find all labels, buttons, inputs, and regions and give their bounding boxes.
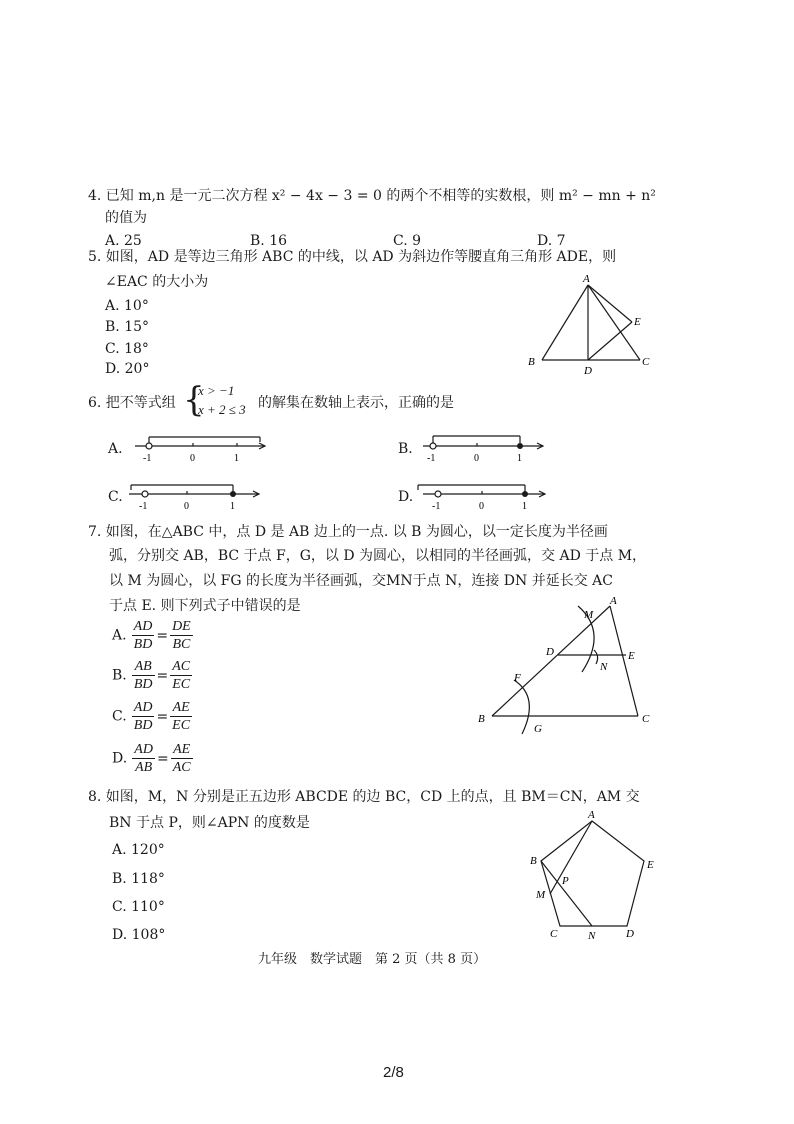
eq-sign: = [156, 627, 169, 644]
eq-sign: = [156, 708, 169, 725]
page-footer: 九年级 数学试题 第 2 页（共 8 页） [258, 952, 487, 967]
q8-label-p: P [562, 875, 569, 887]
q4-option-c: C. 9 [393, 233, 422, 249]
q8-label-a: A [588, 809, 595, 821]
q5-option-d: D. 20° [105, 361, 150, 377]
q6a-label-0: 0 [190, 453, 195, 464]
q7-option-b-label: B. [112, 667, 127, 684]
q8-option-c: C. 110° [112, 899, 165, 915]
q8-label-m: M [536, 889, 546, 901]
q7-label-d: D [546, 646, 554, 658]
q4-option-a: A. 25 [105, 233, 142, 249]
frac-den: BD [133, 718, 153, 733]
q8-stem-line1: 8. 如图，M，N 分别是正五边形 ABCDE 的边 BC，CD 上的点，且 BM＝CN，AM 交 [88, 789, 640, 805]
q6-system-line1: x > −1 [198, 383, 235, 398]
q7-option-b-frac1 [132, 658, 155, 693]
q8-stem-line2: BN 于点 P，则∠APN 的度数是 [109, 815, 310, 831]
q4-stem-line1: 4. 已知 m,n 是一元二次方程 x² − 4x − 3 = 0 的两个不相等的实数根，则 m² − mn + n² [88, 188, 656, 204]
q5-label-b: B [528, 356, 535, 368]
frac-num: AE [171, 741, 193, 759]
q8-figure [522, 806, 672, 942]
q5-line-ab [542, 285, 588, 360]
q7-line2: 弧，分别交 AB，BC 于点 F，G，以 D 为圆心，以相同的半径画弧，交 AD 于点 M， [109, 548, 647, 564]
q8-line-bn [541, 861, 592, 926]
q5-option-b: B. 15° [105, 319, 150, 335]
q6-brace: { [183, 380, 205, 420]
q7-option-b-frac2 [170, 658, 192, 693]
q6d-closed-point [522, 491, 528, 497]
q7-label-g: G [534, 723, 542, 735]
q6-option-b-label: B. [398, 441, 413, 457]
frac-den: AC [172, 760, 191, 775]
q6-system-line2: x + 2 ≤ 3 [198, 402, 246, 417]
q7-arc-n [594, 650, 598, 664]
q7-option-c [112, 699, 192, 734]
q5-option-a: A. 10° [105, 298, 149, 314]
q5-line-de [588, 322, 632, 360]
q6-option-c-label: C. [108, 489, 123, 505]
q7-label-c: C [642, 713, 650, 725]
q4-option-b: B. 16 [250, 233, 288, 249]
page-indicator: 2/8 [383, 1064, 404, 1081]
q5-figure [520, 270, 660, 380]
eq-sign: = [156, 750, 169, 767]
frac-num: AD [134, 742, 153, 757]
q6d-label-neg1: -1 [432, 501, 441, 512]
q7-option-d-frac2 [171, 741, 193, 776]
q6-number-line-d [415, 478, 565, 514]
frac-den: EC [172, 718, 191, 733]
q6a-label-1: 1 [234, 453, 239, 464]
q7-option-c-label: C. [112, 708, 127, 725]
q5-stem-line2: ∠EAC 的大小为 [105, 274, 209, 290]
q6c-closed-point [230, 491, 236, 497]
q5-label-e: E [634, 316, 641, 328]
q7-option-d [112, 741, 193, 776]
q6b-label-neg1: -1 [427, 453, 436, 464]
q6d-label-1: 1 [522, 501, 527, 512]
q4-option-d: D. 7 [537, 233, 566, 249]
q6-number-line-a [125, 430, 275, 466]
frac-num: DE [172, 619, 191, 634]
q5-label-c: C [642, 356, 650, 368]
q7-option-a-frac2 [170, 618, 193, 653]
q6d-open-point [435, 491, 441, 497]
q7-label-a: A [610, 595, 617, 607]
q7-label-m: M [584, 609, 594, 621]
frac-den: BD [133, 637, 153, 652]
frac-num: AD [133, 700, 153, 715]
eq-sign: = [156, 667, 169, 684]
q6-number-line-c [125, 478, 275, 514]
q8-option-a: A. 120° [112, 842, 165, 858]
q6c-label-neg1: -1 [139, 501, 148, 512]
q8-label-c: C [550, 928, 558, 940]
q7-option-c-frac2 [170, 699, 192, 734]
q7-label-f: F [514, 672, 521, 684]
q6-stem-prefix: 6. 把不等式组 [88, 395, 176, 411]
q6d-label-0: 0 [479, 501, 484, 512]
q7-option-b [112, 658, 192, 693]
q7-option-a-frac1 [132, 618, 155, 653]
q8-label-n: N [588, 930, 596, 942]
q7-line3: 以 M 为圆心，以 FG 的长度为半径画弧，交MN于点 N，连接 DN 并延长交 AC [109, 573, 613, 589]
frac-num: AC [172, 659, 191, 674]
frac-den: EC [172, 677, 191, 692]
q5-label-a: A [583, 273, 590, 285]
q8-label-d: D [626, 928, 634, 940]
frac-den: BD [133, 677, 153, 692]
q6a-open-point [146, 443, 152, 449]
q6-number-line-b [415, 430, 565, 466]
q8-pentagon [541, 821, 644, 926]
q6b-closed-point [517, 443, 523, 449]
q4-stem-line2: 的值为 [105, 210, 147, 226]
q7-line-ab [492, 606, 610, 716]
q7-label-e: E [628, 650, 635, 662]
q7-label-n: N [600, 661, 608, 673]
q7-figure [470, 592, 670, 742]
q7-option-a [112, 618, 193, 653]
q6-option-a-label: A. [108, 441, 123, 457]
frac-num: AE [170, 699, 192, 717]
q7-option-c-frac1 [132, 699, 155, 734]
q7-option-d-frac1 [132, 741, 155, 776]
frac-num: AD [133, 619, 153, 634]
q5-stem-line1: 5. 如图，AD 是等边三角形 ABC 的中线，以 AD 为斜边作等腰直角三角形 ADE，则 [88, 249, 617, 265]
q6-stem-suffix: 的解集在数轴上表示，正确的是 [258, 395, 454, 411]
q8-option-d: D. 108° [112, 927, 166, 943]
q6b-label-0: 0 [474, 453, 479, 464]
q6b-label-1: 1 [517, 453, 522, 464]
q6-option-d-label: D. [398, 489, 414, 505]
q7-option-d-label: D. [112, 750, 128, 767]
frac-den: BC [172, 637, 191, 652]
q8-line-am [550, 821, 592, 894]
q6c-label-1: 1 [230, 501, 235, 512]
q6c-label-0: 0 [184, 501, 189, 512]
frac-num: AB [132, 658, 155, 676]
q7-line4: 于点 E. 则下列式子中错误的是 [109, 598, 301, 614]
q8-label-b: B [530, 855, 537, 867]
q7-option-a-label: A. [112, 627, 127, 644]
q6b-open-point [430, 443, 436, 449]
q5-label-d: D [584, 365, 592, 377]
q8-option-b: B. 118° [112, 871, 165, 887]
q7-label-b: B [478, 713, 485, 725]
frac-den: AB [135, 760, 153, 775]
q5-option-c: C. 18° [105, 341, 149, 357]
q6a-label-neg1: -1 [143, 453, 152, 464]
q8-label-e: E [647, 859, 654, 871]
q7-line1: 7. 如图，在△ABC 中，点 D 是 AB 边上的一点. 以 B 为圆心，以一定长度为半径画 [88, 524, 608, 540]
q6c-open-point [142, 491, 148, 497]
